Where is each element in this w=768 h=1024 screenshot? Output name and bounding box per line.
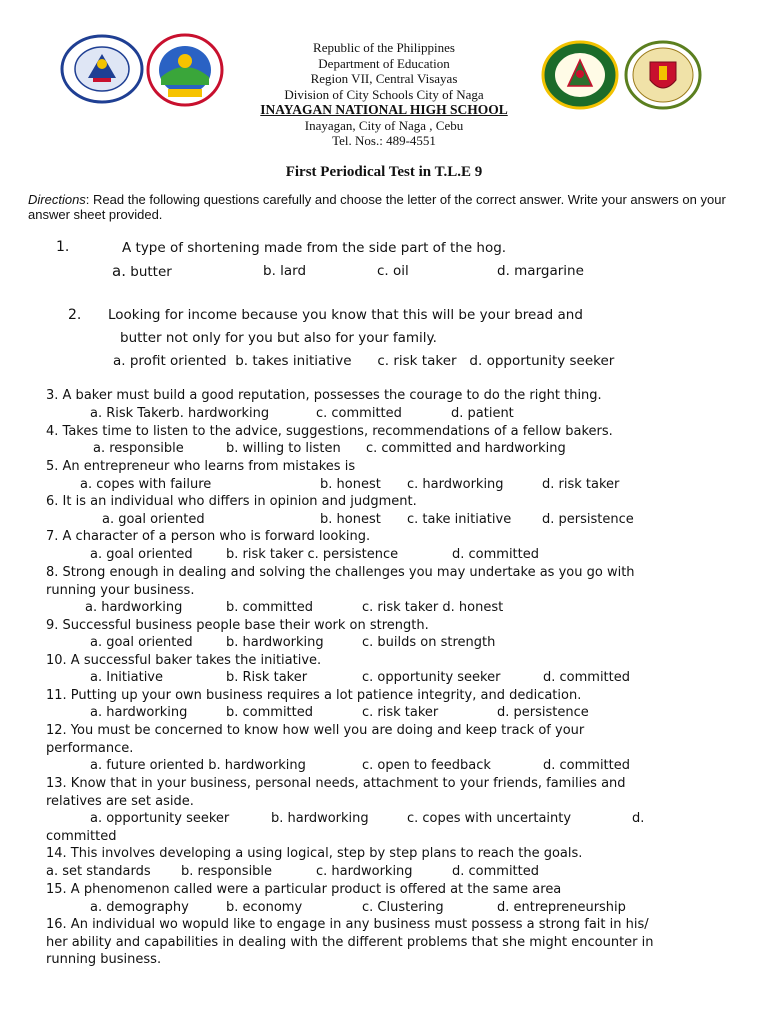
q1-text: A type of shortening made from the side part of the hog. (122, 240, 507, 256)
q12-option-ab: a. future oriented b. hardworking (90, 758, 306, 773)
q6-option-c: c. take initiative (407, 512, 512, 527)
q12-text-line2: performance. (46, 741, 134, 756)
q2-options: a. profit oriented b. takes initiative c. risk taker d. opportunity seeker (113, 353, 615, 369)
q1-option-a-letter: a. (112, 262, 126, 280)
q5-option-d: d. risk taker (542, 477, 620, 492)
q13-text-line2: relatives are set aside. (46, 794, 194, 809)
q5-option-b: b. honest (320, 477, 381, 492)
q1-option-a-text: butter (130, 264, 172, 280)
q13-text-line1: 13. Know that in your business, personal needs, attachment to your friends, families and (46, 776, 626, 791)
q13-option-c: c. copes with uncertainty (407, 811, 572, 826)
test-title: First Periodical Test in T.L.E 9 (285, 164, 483, 180)
school-tel: Tel. Nos.: 489-4551 (332, 133, 436, 148)
q8-option-cd: c. risk taker d. honest (362, 600, 504, 615)
q3-option-c: c. committed (316, 406, 402, 421)
q5-option-a: a. copes with failure (80, 477, 212, 492)
q13-option-d: d. (632, 811, 645, 826)
q14-option-c: c. hardworking (316, 864, 413, 879)
q9-option-b: b. hardworking (226, 635, 324, 650)
q10-option-d: d. committed (543, 670, 631, 685)
q13-option-a: a. opportunity seeker (90, 811, 230, 826)
q7-option-bc: b. risk taker c. persistence (226, 547, 399, 562)
q10-option-b: b. Risk taker (226, 670, 308, 685)
q16-text-line1: 16. An individual wo wopuld like to engage in any business must possess a strong fait in his/ (46, 917, 649, 932)
q1-option-b: b. lard (263, 263, 307, 279)
q12-option-c: c. open to feedback (362, 758, 491, 773)
header-line: Region VII, Central Visayas (310, 71, 458, 86)
q4-option-b: b. willing to listen (226, 441, 341, 456)
q2-text-line2: butter not only for you but also for your family. (120, 330, 437, 346)
directions-label: Directions (28, 192, 86, 207)
header-line: Department of Education (318, 55, 450, 71)
q10-text: 10. A successful baker takes the initiative. (46, 653, 322, 668)
q8-text-line1: 8. Strong enough in dealing and solving the challenges you may undertake as you go with (46, 565, 635, 580)
q15-option-c: c. Clustering (362, 900, 444, 915)
q7-option-a: a. goal oriented (90, 547, 193, 562)
q1-option-a (112, 262, 172, 280)
q16-text-line2: her ability and capabilities in dealing with the different problems that she might encounter in (46, 935, 654, 950)
q9-option-c: c. builds on strength (362, 635, 496, 650)
q3-text: 3. A baker must build a good reputation, possesses the courage to do the right thing. (46, 388, 602, 403)
q15-option-d: d. entrepreneurship (497, 900, 626, 915)
q14-option-b: b. responsible (181, 864, 273, 879)
q1-option-c: c. oil (377, 263, 409, 279)
q3-option-d: d. patient (451, 406, 514, 421)
q7-option-d: d. committed (452, 547, 540, 562)
q7-text: 7. A character of a person who is forward looking. (46, 529, 371, 544)
q8-text-line2: running your business. (46, 583, 195, 598)
q12-text-line1: 12. You must be concerned to know how well you are doing and keep track of your (46, 723, 585, 738)
q6-text: 6. It is an individual who differs in opinion and judgment. (46, 494, 417, 509)
q1-option-d: d. margarine (497, 263, 584, 279)
q1-number: 1. (56, 239, 70, 255)
q3-option-ab: a. Risk Takerb. hardworking (90, 406, 270, 421)
q5-option-c: c. hardworking (407, 477, 504, 492)
q15-option-a: a. demography (90, 900, 189, 915)
directions (28, 192, 748, 222)
q9-option-a: a. goal oriented (90, 635, 193, 650)
school-name: INAYAGAN NATIONAL HIGH SCHOOL (260, 102, 508, 117)
q10-option-c: c. opportunity seeker (362, 670, 501, 685)
q10-option-a: a. Initiative (90, 670, 163, 685)
q9-text: 9. Successful business people base their work on strength. (46, 618, 429, 633)
q15-option-b: b. economy (226, 900, 303, 915)
q14-text: 14. This involves developing a using logical, step by step plans to reach the goals. (46, 846, 583, 861)
q6-option-d: d. persistence (542, 512, 634, 527)
q11-option-b: b. committed (226, 705, 314, 720)
q11-text: 11. Putting up your own business requires a lot patience integrity, and dedication. (46, 688, 582, 703)
school-address: Inayagan, City of Naga , Cebu (304, 117, 464, 133)
q13-option-b: b. hardworking (271, 811, 369, 826)
q5-text: 5. An entrepreneur who learns from mistakes is (46, 459, 356, 474)
q2-number: 2. (68, 307, 82, 323)
q4-text: 4. Takes time to listen to the advice, suggestions, recommendations of a fellow bakers. (46, 424, 613, 439)
q13-option-d-text: committed (46, 829, 117, 844)
q12-option-d: d. committed (543, 758, 631, 773)
q2-text-line1: Looking for income because you know that this will be your bread and (108, 307, 583, 323)
q6-option-b: b. honest (320, 512, 381, 527)
q15-text: 15. A phenomenon called were a particular product is offered at the same area (46, 882, 562, 897)
q11-option-c: c. risk taker (362, 705, 439, 720)
q16-text-line3: running business. (46, 952, 162, 967)
q8-option-a: a. hardworking (85, 600, 183, 615)
q14-option-d: d. committed (452, 864, 540, 879)
directions-text: : Read the following questions carefully and choose the letter of the correct answer. Write your answers on your answer sheet provided. (28, 192, 726, 222)
header-line: Division of City Schools City of Naga (284, 86, 484, 102)
q14-option-a: a. set standards (46, 864, 151, 879)
header-line: Republic of the Philippines (313, 40, 455, 55)
q4-option-a: a. responsible (93, 441, 184, 456)
q11-option-a: a. hardworking (90, 705, 188, 720)
q11-option-d: d. persistence (497, 705, 589, 720)
q4-option-c: c. committed and hardworking (366, 441, 566, 456)
school-header (0, 40, 768, 149)
q6-option-a: a. goal oriented (102, 512, 205, 527)
q8-option-b: b. committed (226, 600, 314, 615)
